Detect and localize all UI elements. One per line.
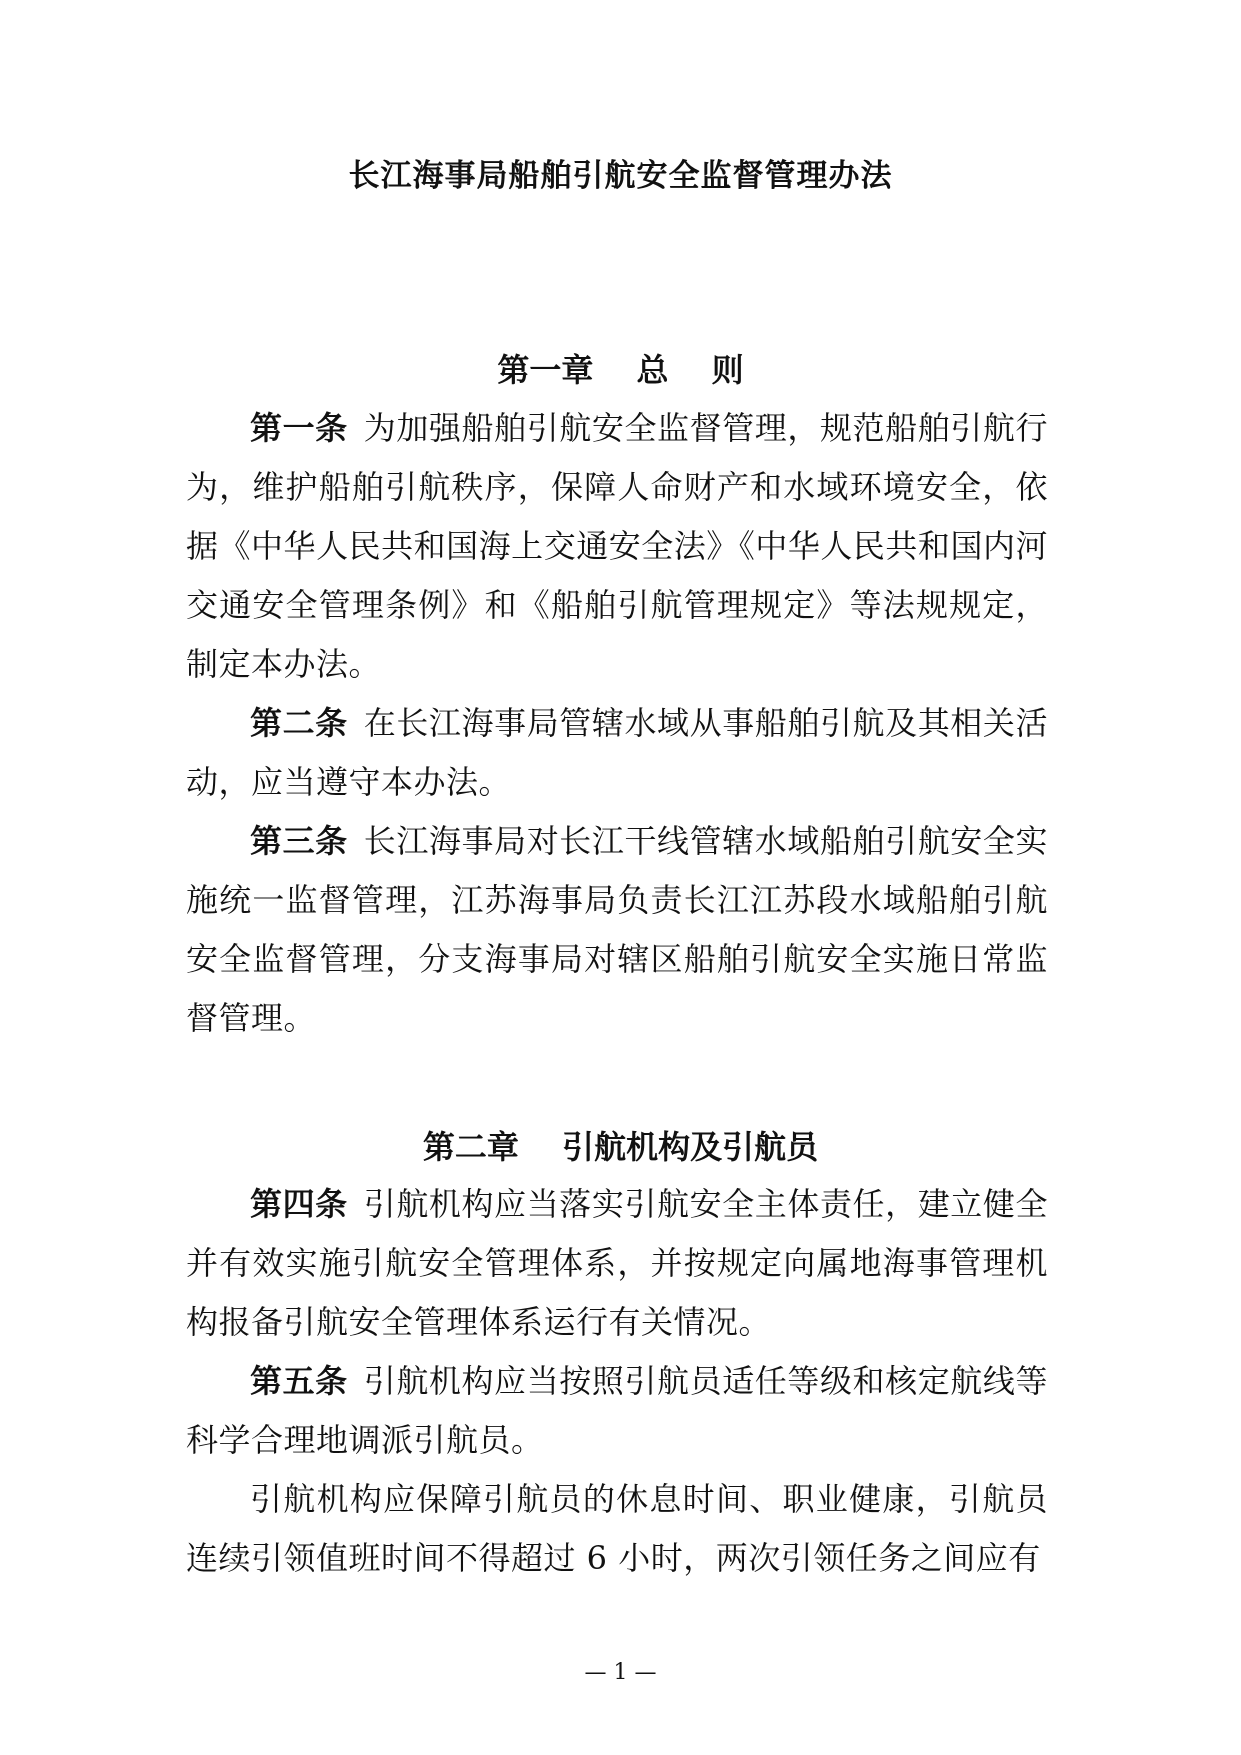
paragraph-text: 引航机构应保障引航员的休息时间、职业健康，引航员连续引领值班时间不得超过 6 小时，两次引领任务之间应有 [186, 1480, 1048, 1577]
article-label: 第一条 [250, 409, 348, 447]
article-paragraph [186, 694, 1048, 812]
article-text: 引航机构应当按照引航员适任等级和核定航线等科学合理地调派引航员。 [186, 1362, 1048, 1459]
page-number: — 1 — [584, 1660, 657, 1685]
article-text: 为加强船舶引航安全监督管理，规范船舶引航行为，维护船舶引航秩序，保障人命财产和水域环境安全，依据《中华人民共和国海上交通安全法》《中华人民共和国内河交通安全管理条例》和《船舶引航管理规定》等法规规定，制定本办法。 [186, 409, 1048, 683]
article-label: 第三条 [250, 822, 348, 860]
chapter-heading: 第一章 总 则 [497, 351, 744, 389]
article-paragraph [186, 1352, 1048, 1470]
article-text: 在长江海事局管辖水域从事船舶引航及其相关活动，应当遵守本办法。 [186, 704, 1048, 801]
article-label: 第四条 [250, 1185, 348, 1223]
document-title: 长江海事局船舶引航安全监督管理办法 [348, 158, 893, 194]
article-label: 第五条 [250, 1362, 348, 1400]
article-text: 长江海事局对长江干线管辖水域船舶引航安全实施统一监督管理，江苏海事局负责长江江苏段水域船舶引航安全监督管理，分支海事局对辖区船舶引航安全实施日常监督管理。 [186, 822, 1048, 1037]
article-paragraph [186, 1175, 1048, 1352]
chapter-heading: 第二章 引航机构及引航员 [422, 1128, 819, 1166]
article-paragraph [186, 399, 1048, 694]
article-paragraph [186, 812, 1048, 1048]
article-text: 引航机构应当落实引航安全主体责任，建立健全并有效实施引航安全管理体系，并按规定向属地海事管理机构报备引航安全管理体系运行有关情况。 [186, 1185, 1048, 1341]
continuation-paragraph [186, 1470, 1048, 1588]
article-label: 第二条 [250, 704, 348, 742]
